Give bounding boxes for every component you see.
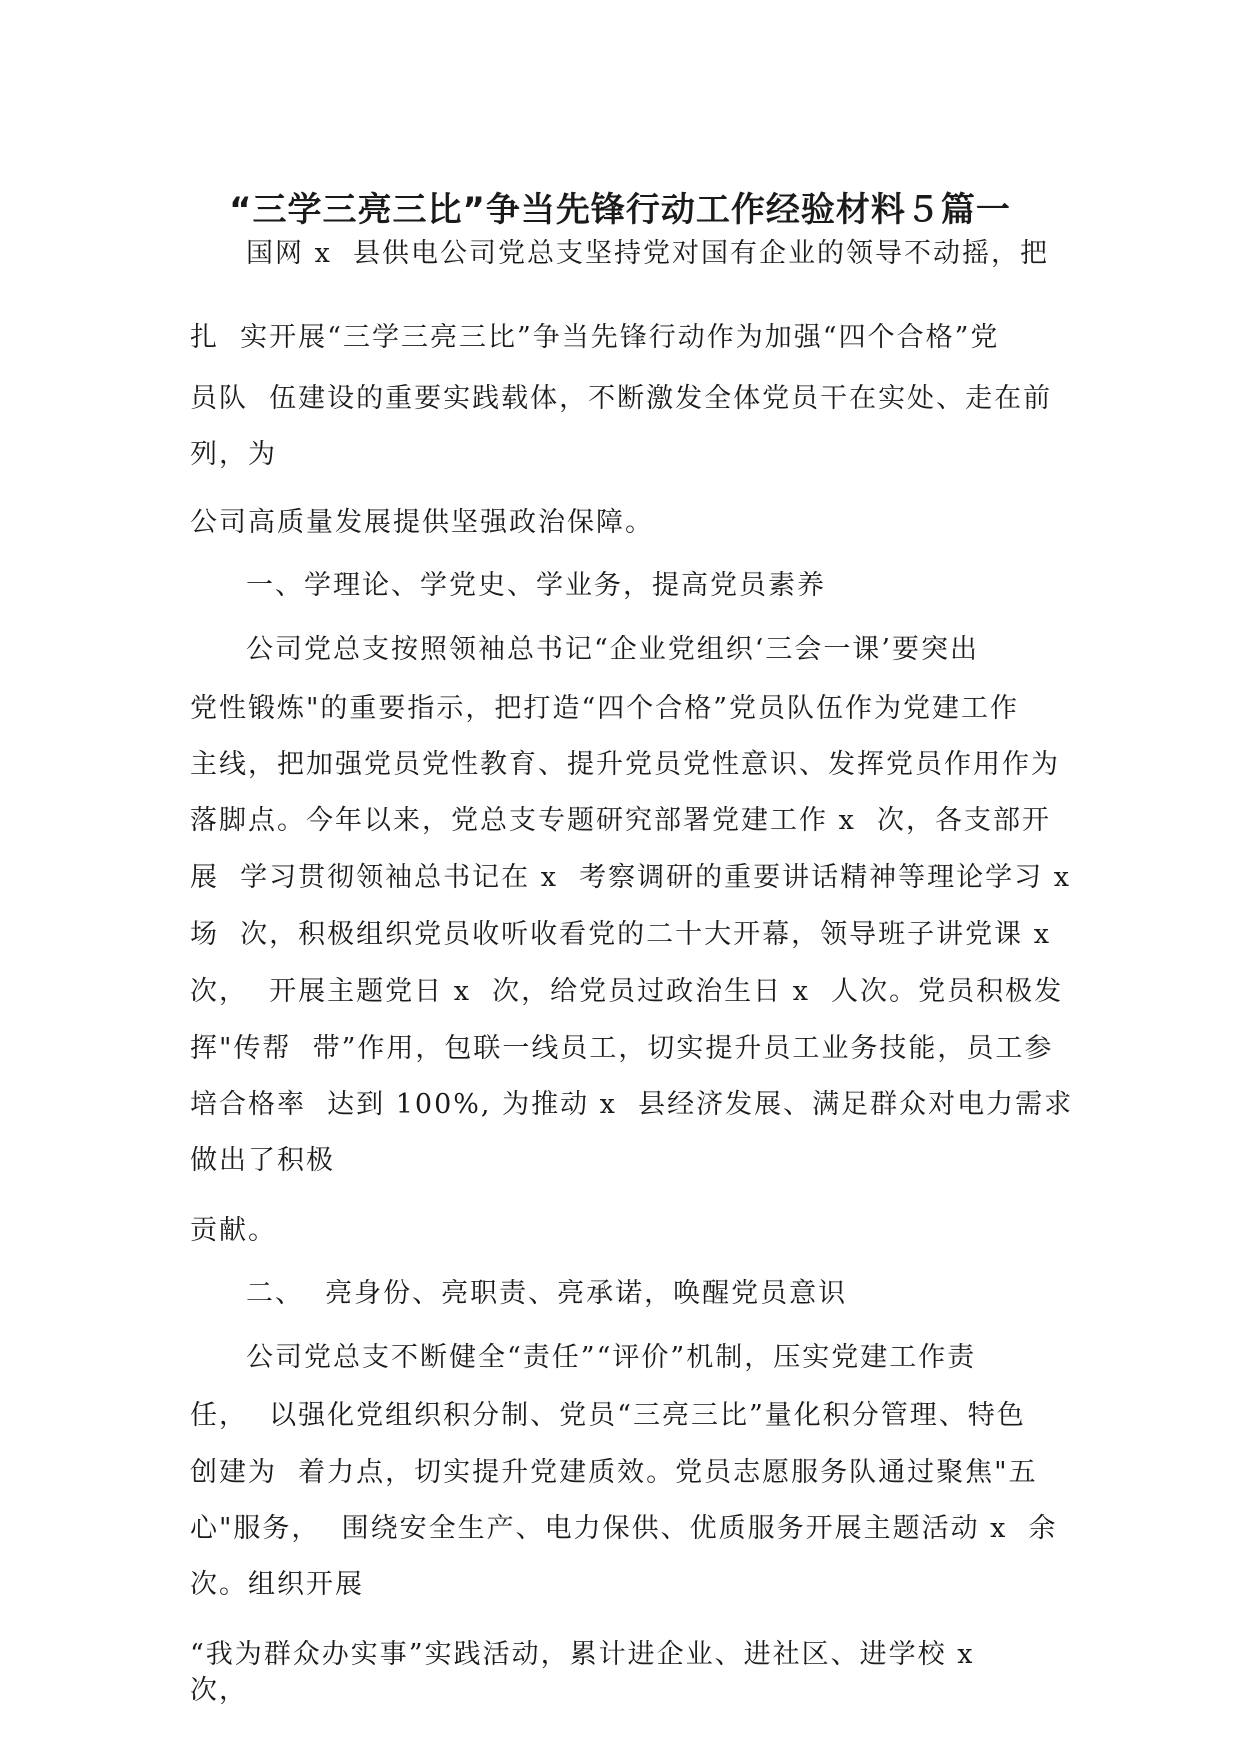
body-line: 任， 以强化党组织积分制、党员“三亮三比”量化积分管理、特色 bbox=[190, 1400, 1026, 1431]
section-heading: 一、学理论、学党史、学业务，提高党员素养 bbox=[246, 570, 826, 601]
section-heading: 二、 亮身份、亮职责、亮承诺，唤醒党员意识 bbox=[246, 1278, 848, 1309]
body-line: 场 次，积极组织党员收听收看党的二十大开幕，领导班子讲党课 x bbox=[190, 919, 1051, 950]
body-line: 贡献。 bbox=[190, 1215, 277, 1246]
body-line: 挥"传帮 带”作用，包联一线员工，切实提升员工业务技能，员工参 bbox=[190, 1033, 1054, 1064]
body-line: 公司高质量发展提供坚强政治保障。 bbox=[190, 507, 654, 538]
body-line: “我为群众办实事”实践活动，累计进企业、进社区、进学校 x bbox=[190, 1639, 975, 1670]
body-line: 培合格率 达到 100%, 为推动 x 县经济发展、满足群众对电力需求 bbox=[190, 1089, 1074, 1120]
body-line: 扎 实开展“三学三亮三比”争当先锋行动作为加强“四个合格”党 bbox=[190, 322, 1000, 353]
body-line: 党性锻炼"的重要指示，把打造“四个合格”党员队伍作为党建工作 bbox=[190, 693, 1020, 724]
body-line: 次。组织开展 bbox=[190, 1569, 364, 1600]
body-line: 次， 开展主题党日 x 次，给党员过政治生日 x 人次。党员积极发 bbox=[190, 976, 1064, 1007]
document-title: “三学三亮三比”争当先锋行动工作经验材料５篇一 bbox=[229, 190, 1011, 230]
body-line: 列，为 bbox=[190, 439, 277, 470]
body-line: 次， bbox=[190, 1675, 248, 1706]
body-line: 创建为 着力点，切实提升党建质效。党员志愿服务队通过聚焦"五 bbox=[190, 1457, 1038, 1488]
body-line: 公司党总支不断健全“责任”“评价”机制，压实党建工作责 bbox=[246, 1342, 977, 1373]
body-line: 做出了积极 bbox=[190, 1145, 335, 1176]
body-line: 员队 伍建设的重要实践载体，不断激发全体党员干在实处、走在前 bbox=[190, 383, 1053, 414]
body-line: 展 学习贯彻领袖总书记在 x 考察调研的重要讲话精神等理论学习 x bbox=[190, 862, 1071, 893]
body-line: 国网 x 县供电公司党总支坚持党对国有企业的领导不动摇，把 bbox=[246, 238, 1049, 269]
body-line: 心"服务， 围绕安全生产、电力保供、优质服务开展主题活动 x 余 bbox=[190, 1513, 1058, 1544]
body-line: 公司党总支按照领袖总书记“企业党组织‘三会一课’要突出 bbox=[246, 634, 979, 665]
body-line: 落脚点。今年以来，党总支专题研究部署党建工作 x 次，各支部开 bbox=[190, 805, 1051, 836]
body-line: 主线，把加强党员党性教育、提升党员党性意识、发挥党员作用作为 bbox=[190, 749, 1060, 780]
